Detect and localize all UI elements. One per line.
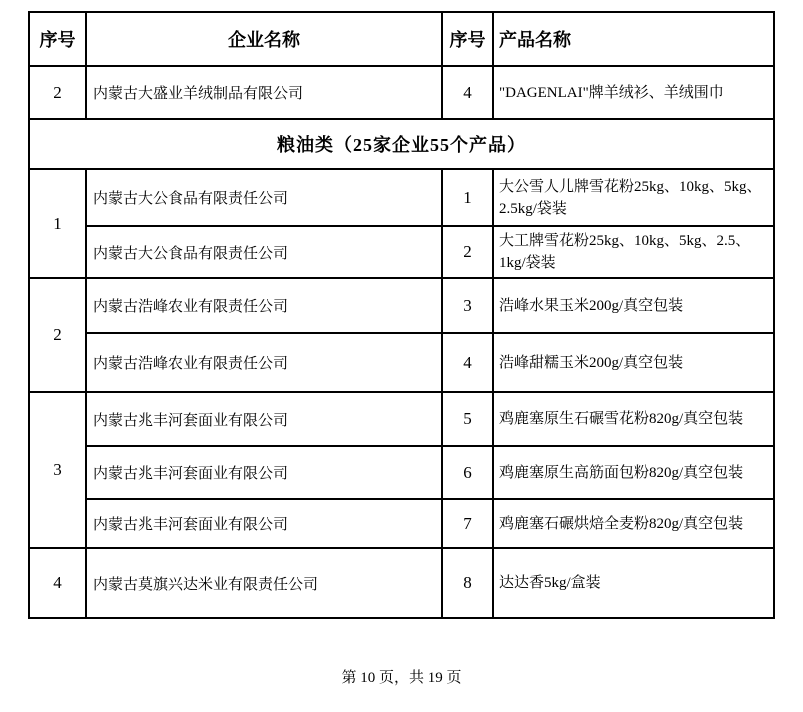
product-name-cell: "DAGENLAI"牌羊绒衫、羊绒围巾 bbox=[493, 66, 774, 119]
header-product-name: 产品名称 bbox=[493, 12, 774, 66]
table-row bbox=[29, 333, 774, 392]
table-row bbox=[29, 66, 774, 119]
table-row bbox=[29, 548, 774, 618]
product-name-cell: 浩峰甜糯玉米200g/真空包装 bbox=[493, 333, 774, 392]
product-name-cell: 鸡鹿塞原生高筋面包粉820g/真空包装 bbox=[493, 446, 774, 499]
company-serial-cell: 3 bbox=[29, 392, 86, 548]
header-product-serial: 序号 bbox=[442, 12, 493, 66]
company-name-cell: 内蒙古兆丰河套面业有限公司 bbox=[86, 499, 442, 548]
company-serial-cell: 4 bbox=[29, 548, 86, 618]
table-row bbox=[29, 499, 774, 548]
company-name-cell: 内蒙古莫旗兴达米业有限责任公司 bbox=[86, 548, 442, 618]
company-name-cell: 内蒙古兆丰河套面业有限公司 bbox=[86, 446, 442, 499]
company-name-cell: 内蒙古兆丰河套面业有限公司 bbox=[86, 392, 442, 446]
table-header-row bbox=[29, 12, 774, 66]
company-name-cell: 内蒙古浩峰农业有限责任公司 bbox=[86, 333, 442, 392]
company-name-cell: 内蒙古大盛业羊绒制品有限公司 bbox=[86, 66, 442, 119]
company-name-cell: 内蒙古大公食品有限责任公司 bbox=[86, 226, 442, 278]
company-name-cell: 内蒙古浩峰农业有限责任公司 bbox=[86, 278, 442, 333]
product-serial-cell: 1 bbox=[442, 169, 493, 226]
product-serial-cell: 4 bbox=[442, 66, 493, 119]
table-row bbox=[29, 278, 774, 333]
product-name-cell: 鸡鹿塞原生石碾雪花粉820g/真空包装 bbox=[493, 392, 774, 446]
product-serial-cell: 3 bbox=[442, 278, 493, 333]
product-name-cell: 达达香5kg/盒装 bbox=[493, 548, 774, 618]
product-name-cell: 大公雪人儿牌雪花粉25kg、10kg、5kg、2.5kg/袋装 bbox=[493, 169, 774, 226]
product-list-table bbox=[28, 11, 775, 619]
header-company-name: 企业名称 bbox=[86, 12, 442, 66]
table-row bbox=[29, 446, 774, 499]
section-header-row bbox=[29, 119, 774, 169]
product-serial-cell: 2 bbox=[442, 226, 493, 278]
table-row bbox=[29, 392, 774, 446]
product-name-cell: 大工牌雪花粉25kg、10kg、5kg、2.5、1kg/袋装 bbox=[493, 226, 774, 278]
header-company-serial: 序号 bbox=[29, 12, 86, 66]
table-row bbox=[29, 169, 774, 226]
product-name-cell: 浩峰水果玉米200g/真空包装 bbox=[493, 278, 774, 333]
product-serial-cell: 5 bbox=[442, 392, 493, 446]
page-number-footer: 第 10 页，共 19 页 bbox=[341, 670, 462, 686]
product-name-cell: 鸡鹿塞石碾烘焙全麦粉820g/真空包装 bbox=[493, 499, 774, 548]
product-serial-cell: 6 bbox=[442, 446, 493, 499]
product-serial-cell: 8 bbox=[442, 548, 493, 618]
product-serial-cell: 7 bbox=[442, 499, 493, 548]
company-serial-cell: 2 bbox=[29, 278, 86, 392]
company-serial-cell: 2 bbox=[29, 66, 86, 119]
table-row bbox=[29, 226, 774, 278]
company-name-cell: 内蒙古大公食品有限责任公司 bbox=[86, 169, 442, 226]
product-serial-cell: 4 bbox=[442, 333, 493, 392]
section-title: 粮油类（25家企业55个产品） bbox=[29, 119, 774, 169]
company-serial-cell: 1 bbox=[29, 169, 86, 278]
